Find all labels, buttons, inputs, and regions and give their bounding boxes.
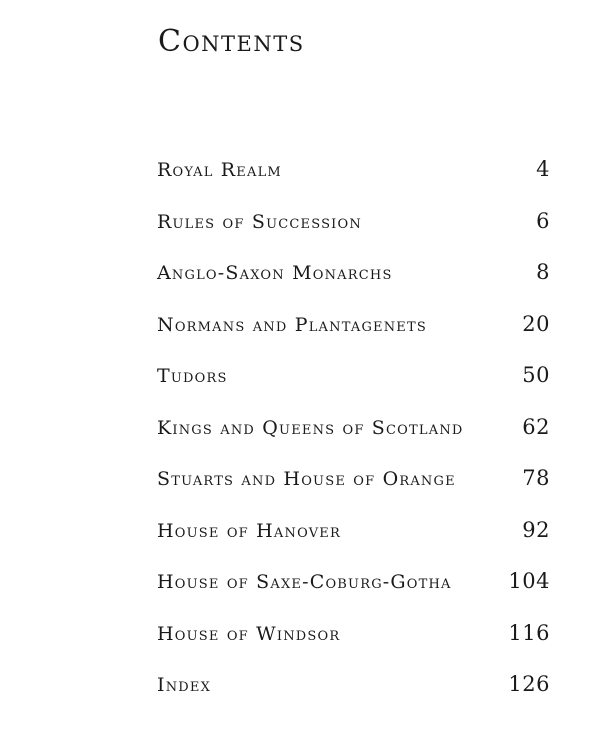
toc-entry-page-number: 20	[522, 311, 550, 336]
toc-entry-title: House of Hanover	[157, 519, 341, 542]
toc-entry-title: Anglo-Saxon Monarchs	[157, 262, 393, 284]
toc-entry[interactable]	[157, 564, 550, 616]
table-of-contents	[157, 152, 550, 719]
toc-entry-page-number: 78	[522, 466, 550, 490]
toc-entry[interactable]	[157, 616, 550, 668]
toc-entry-title: Normans and Plantagenets	[157, 313, 427, 336]
toc-entry-page-number: 92	[522, 517, 550, 542]
toc-entry[interactable]	[157, 358, 550, 410]
toc-entry[interactable]	[157, 255, 550, 307]
toc-entry[interactable]	[157, 307, 550, 359]
toc-entry-title: House of Windsor	[157, 622, 341, 645]
toc-entry-title: Stuarts and House of Orange	[157, 468, 456, 490]
toc-entry-title: Index	[157, 674, 212, 696]
toc-entry-page-number: 104	[508, 569, 550, 593]
toc-entry[interactable]	[157, 461, 550, 513]
toc-entry-page-number: 8	[536, 260, 550, 284]
toc-entry-title: Tudors	[157, 365, 228, 387]
toc-entry-page-number: 116	[508, 620, 550, 645]
toc-entry[interactable]	[157, 513, 550, 565]
toc-entry-page-number: 62	[522, 414, 550, 439]
toc-entry[interactable]	[157, 667, 550, 719]
toc-entry-title: House of Saxe-Coburg-Gotha	[157, 571, 452, 593]
toc-entry[interactable]	[157, 152, 550, 204]
toc-entry-title: Kings and Queens of Scotland	[157, 416, 464, 439]
toc-entry-page-number: 4	[536, 157, 550, 181]
toc-entry-title: Rules of Succession	[157, 210, 362, 233]
toc-entry-page-number: 6	[536, 208, 550, 233]
toc-entry-page-number: 50	[522, 363, 550, 387]
toc-entry[interactable]	[157, 204, 550, 256]
toc-entry-title: Royal Realm	[157, 159, 282, 181]
toc-entry-page-number: 126	[508, 672, 550, 696]
page-title: Contents	[158, 24, 305, 59]
toc-entry[interactable]	[157, 410, 550, 462]
